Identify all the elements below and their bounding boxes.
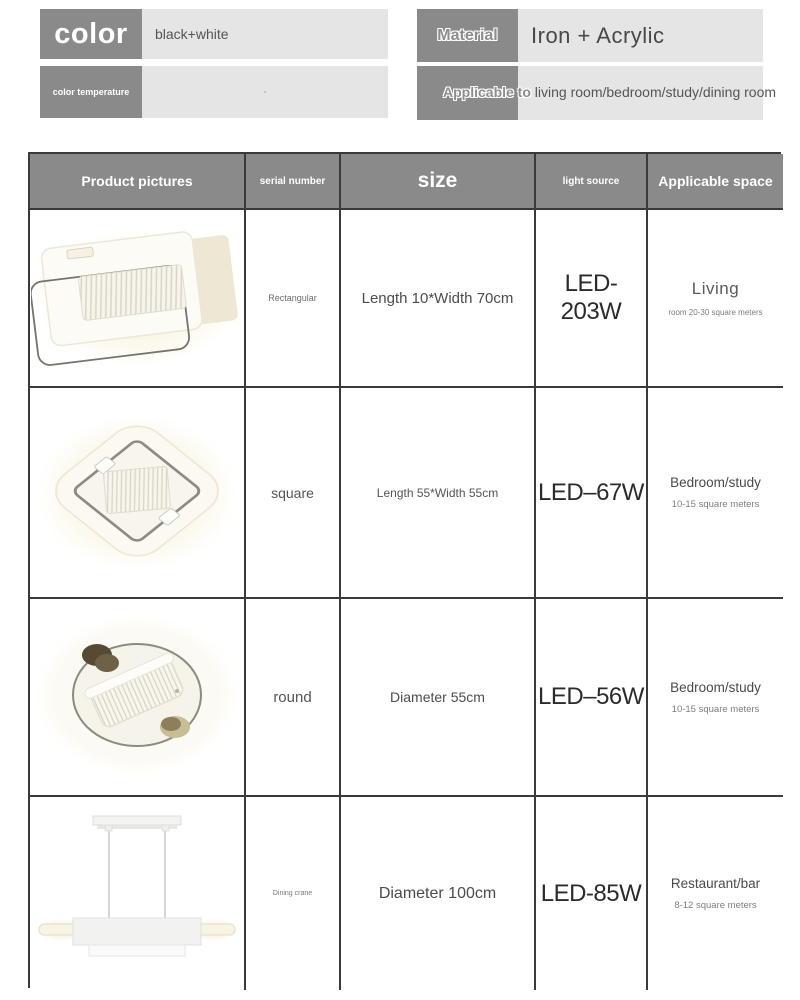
table-row-1-image-cell [30, 210, 246, 388]
square-ceiling-lamp-image [31, 393, 243, 593]
header-product-pictures: Product pictures [30, 154, 246, 210]
color-value-box [142, 9, 388, 59]
table-row-2-space-sub: 10-15 square meters [671, 499, 760, 510]
header-applicable-space: Applicable space [648, 154, 783, 210]
applicable-line [443, 84, 776, 100]
table-row-1-space-main: Living [691, 279, 740, 298]
table-row-1-space-sub: room 20-30 square meters [668, 308, 763, 317]
table-row-4-size: Diameter 100cm [341, 797, 536, 990]
material-value-box [518, 9, 763, 62]
table-row-1-size: Length 10*Width 70cm [341, 210, 536, 388]
applicable-label: Applicable to [443, 84, 531, 100]
table-row-2-size: Length 55*Width 55cm [341, 388, 536, 599]
table-row-1-light-source: LED-203W [536, 210, 648, 388]
table-row-2-serial: square [246, 388, 341, 599]
table-row-1-space-cell [648, 210, 783, 388]
color-value: black+white [155, 26, 229, 42]
material-value: Iron + Acrylic [531, 22, 665, 48]
header-size: size [341, 154, 536, 210]
color-temperature-label-box [40, 66, 142, 118]
table-row-3-space-cell [648, 599, 783, 797]
color-temperature-value: - [263, 86, 267, 98]
table-row-4-space-cell [648, 797, 783, 990]
pendant-dining-lamp-image [31, 804, 243, 984]
table-row-4-image-cell [30, 797, 246, 990]
table-row-2-image-cell [30, 388, 246, 599]
rectangular-ceiling-lamp-image [31, 212, 243, 384]
table-row-2-space-main: Bedroom/study [670, 475, 761, 490]
table-row-2-space-cell [648, 388, 783, 599]
color-temperature-label: color temperature [52, 87, 130, 97]
table-row-4-light-source: LED-85W [536, 797, 648, 990]
material-label-box [417, 9, 518, 62]
color-label: color [54, 17, 128, 50]
table-row-3-size: Diameter 55cm [341, 599, 536, 797]
material-label: Material [437, 26, 498, 44]
table-row-2-light-source: LED–67W [536, 388, 648, 599]
applicable-value: living room/bedroom/study/dining room [534, 84, 777, 100]
table-row-3-space-sub: 10-15 square meters [671, 703, 760, 715]
table-row-3-image-cell [30, 599, 246, 797]
table-row-4-space-main: Restaurant/bar [670, 876, 761, 891]
header-serial-number: serial number [246, 154, 341, 210]
table-row-3-light-source: LED–56W [536, 599, 648, 797]
product-spec-table [28, 152, 781, 988]
table-row-4-space-sub: 8-12 square meters [674, 900, 757, 911]
table-row-3-space-main: Bedroom/study [670, 679, 761, 695]
table-row-1-serial: Rectangular [246, 210, 341, 388]
header-light-source: light source [536, 154, 648, 210]
color-label-box [40, 9, 142, 59]
table-row-3-serial: round [246, 599, 341, 797]
table-row-4-serial: Dining crane [246, 797, 341, 990]
round-ceiling-lamp-image [31, 603, 243, 791]
color-temperature-value-box [142, 66, 388, 118]
